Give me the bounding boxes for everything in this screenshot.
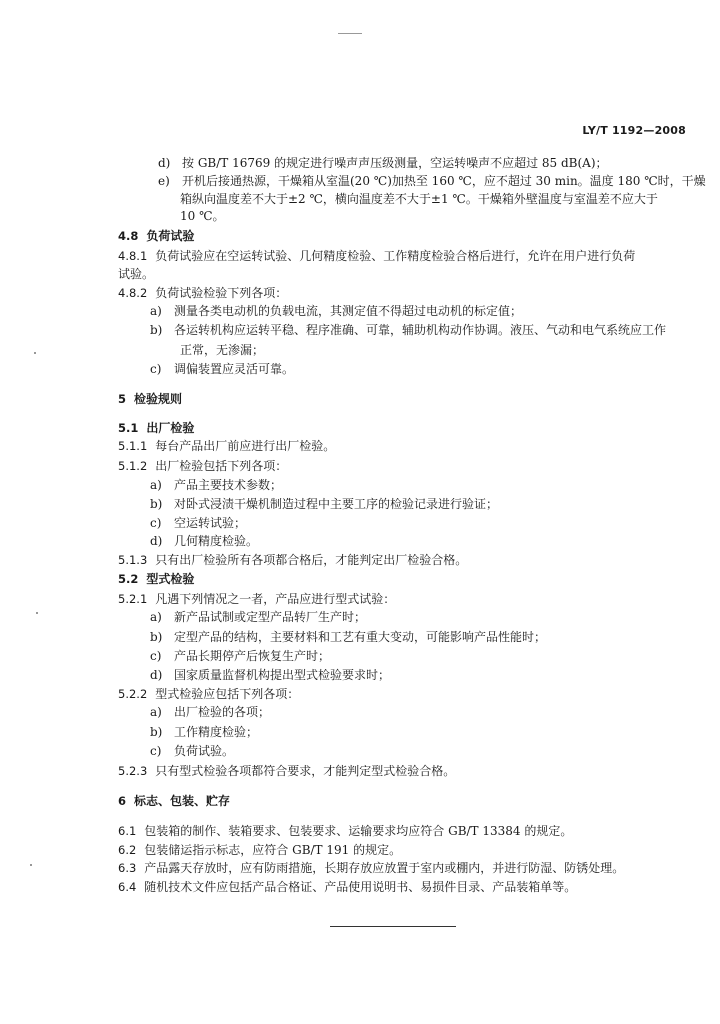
line-text: 箱纵向温度差不大于±2 ℃，横向温度差不大于±1 ℃。干燥箱外壁温度与室温差不应大于 [180,192,658,206]
section-number: 5.2 [118,572,139,586]
line-text: 负荷试验检验下列各项： [155,286,288,300]
item-label: d) [158,156,171,170]
list-item [150,322,666,338]
line-text: 只有出厂检验所有各项都合格后，才能判定出厂检验合格。 [155,553,468,567]
section-number: 5.2.1 [118,592,148,606]
end-rule [330,926,456,927]
line-text: 定型产品的结构，主要材料和工艺有重大变动，可能影响产品性能时； [174,630,547,644]
text-line [180,208,225,224]
section-number: 6.2 [118,843,137,857]
line-text: 工作精度检验； [174,725,259,739]
line-text: 试验。 [118,267,155,281]
line-text: 国家质量监督机构提出型式检验要求时； [174,668,391,682]
item-label: e) [158,174,170,188]
line-text: 出厂检验 [146,421,195,435]
line-text: 对卧式浸渍干燥机制造过程中主要工序的检验记录进行验证； [174,497,499,511]
item-label: a) [150,705,162,719]
section-number: 5.2.3 [118,764,148,778]
list-item [150,515,246,531]
text-line [180,191,658,207]
item-label: c) [150,744,162,758]
line-text: 型式检验 [146,572,195,586]
section-line [118,823,572,839]
section-number: 5.2.2 [118,687,148,701]
list-item [150,361,294,377]
list-item [150,704,270,720]
section-line [118,686,299,702]
section-line [118,879,576,895]
section-number: 5.1.1 [118,439,148,453]
line-text: 每台产品出厂前应进行出厂检验。 [155,439,336,453]
section-line [118,248,635,264]
list-item [150,533,258,549]
list-item [150,667,390,683]
section-line [118,552,467,568]
section-number: 4.8.2 [118,286,148,300]
section-line [118,842,401,858]
line-text: 空运转试验； [174,516,247,530]
section-number: 5.1.3 [118,553,148,567]
line-text: 随机技术文件应包括产品合格证、产品使用说明书、易损件目录、产品装箱单等。 [144,880,577,894]
line-text: 按 GB/T 16769 的规定进行噪声声压级测量，空运转噪声不应超过 85 dB(A)； [182,156,608,170]
item-label: a) [150,478,162,492]
section-number: 6.1 [118,824,137,838]
line-text: 产品露天存放时，应有防雨措施，长期存放应放置于室内或棚内，并进行防湿、防锈处理。 [144,861,625,875]
line-text: 凡遇下列情况之一者，产品应进行型式试验： [155,592,396,606]
line-text: 产品主要技术参数； [174,478,283,492]
item-label: b) [150,725,163,739]
line-text: 型式检验应包括下列各项： [155,687,300,701]
section-line [118,763,455,779]
line-text: 正常，无渗漏； [180,343,265,357]
section-line [118,860,624,876]
section-number: 4.8 [118,229,139,243]
item-label: c) [150,649,162,663]
section-line [118,438,335,454]
text-line [180,342,264,358]
list-item [150,303,522,319]
line-text: 测量各类电动机的负载电流，其测定值不得超过电动机的标定值； [174,304,523,318]
section-number: 6.4 [118,880,137,894]
item-label: b) [150,323,163,337]
section-number: 4.8.1 [118,249,148,263]
list-item [150,648,330,664]
line-text: 包装储运指示标志，应符合 GB/T 191 的规定。 [144,843,402,857]
section-line [118,228,194,244]
line-text: 只有型式检验各项都符合要求，才能判定型式检验合格。 [155,764,456,778]
section-line [118,420,194,436]
item-label: a) [150,304,162,318]
section-line [118,458,287,474]
list-item [158,173,706,189]
top-dash-mark [338,33,362,34]
line-text: 负荷试验应在空运转试验、几何精度检验、工作精度检验合格后进行，允许在用户进行负荷 [155,249,636,263]
item-label: a) [150,610,162,624]
line-text: 各运转机构应运转平稳、程序准确、可靠，辅助机构动作协调。液压、气动和电气系统应工作 [174,323,667,337]
line-text: 产品长期停产后恢复生产时； [174,649,331,663]
section-number: 5 [118,392,127,406]
list-item [150,609,366,625]
section-line [118,793,230,809]
section-number: 6.3 [118,861,137,875]
line-text: 负荷试验。 [174,744,235,758]
standard-code: LY/T 1192—2008 [582,124,686,137]
line-text: 出厂检验包括下列各项： [155,459,288,473]
section-line [118,391,182,407]
line-text: 出厂检验的各项； [174,705,271,719]
list-item [150,743,234,759]
item-label: d) [150,534,163,548]
line-text: 检验规则 [134,392,183,406]
section-line [118,285,287,301]
section-number: 6 [118,794,127,808]
item-label: c) [150,516,162,530]
item-label: d) [150,668,163,682]
section-line [118,591,395,607]
scan-dot [34,352,36,354]
scan-dot [36,612,38,614]
line-text: 负荷试验 [146,229,195,243]
line-text: 新产品试制或定型产品转厂生产时； [174,610,367,624]
text-line [118,266,154,282]
list-item [158,155,608,171]
item-label: b) [150,497,163,511]
item-label: c) [150,362,162,376]
section-number: 5.1.2 [118,459,148,473]
list-item [150,724,258,740]
line-text: 几何精度检验。 [174,534,259,548]
line-text: 开机后接通热源，干燥箱从室温(20 ℃)加热至 160 ℃，应不超过 30 min。温度 180 ℃时，干燥 [182,174,706,188]
line-text: 调偏装置应灵活可靠。 [174,362,295,376]
item-label: b) [150,630,163,644]
section-line [118,571,194,587]
line-text: 标志、包装、贮存 [134,794,231,808]
scan-dot [30,864,32,866]
line-text: 10 ℃。 [180,209,225,223]
section-number: 5.1 [118,421,139,435]
list-item [150,477,282,493]
line-text: 包装箱的制作、装箱要求、包装要求、运输要求均应符合 GB/T 13384 的规定。 [144,824,573,838]
list-item [150,629,546,645]
list-item [150,496,498,512]
